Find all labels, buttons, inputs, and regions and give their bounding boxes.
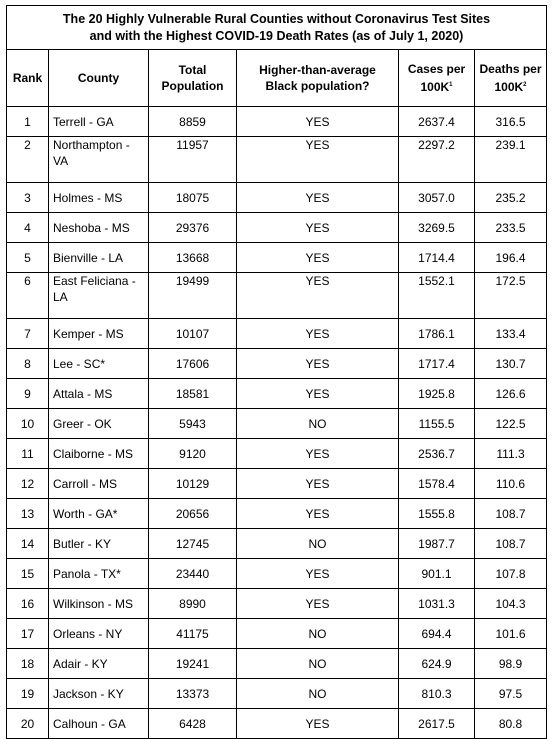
rank-cell: 10	[7, 409, 49, 439]
black-population-cell: YES	[237, 319, 399, 349]
cases-cell: 1714.4	[399, 243, 475, 273]
table-row	[7, 137, 547, 183]
black-population-cell: YES	[237, 439, 399, 469]
table-row	[7, 409, 547, 439]
rank-cell: 5	[7, 243, 49, 273]
deaths-cell: 235.2	[475, 183, 547, 213]
rank-cell: 4	[7, 213, 49, 243]
cases-cell: 1031.3	[399, 589, 475, 619]
deaths-cell: 104.3	[475, 589, 547, 619]
county-cell: Carroll - MS	[49, 469, 149, 499]
table-title	[7, 6, 547, 50]
population-cell: 20656	[149, 499, 237, 529]
population-cell: 18075	[149, 183, 237, 213]
county-cell: Holmes - MS	[49, 183, 149, 213]
county-cell: Northampton - VA	[49, 137, 149, 183]
black-population-cell: NO	[237, 529, 399, 559]
table-row	[7, 319, 547, 349]
header-black-population: Higher-than-average Black population?	[237, 50, 399, 107]
population-cell: 13668	[149, 243, 237, 273]
table-row	[7, 183, 547, 213]
black-population-cell: YES	[237, 469, 399, 499]
rank-cell: 7	[7, 319, 49, 349]
cases-cell: 2637.4	[399, 107, 475, 137]
black-population-cell: YES	[237, 137, 399, 183]
header-rank: Rank	[7, 50, 49, 107]
black-population-cell: YES	[237, 559, 399, 589]
rank-cell: 20	[7, 709, 49, 739]
rank-cell: 8	[7, 349, 49, 379]
cases-cell: 3057.0	[399, 183, 475, 213]
cases-cell: 3269.5	[399, 213, 475, 243]
table-row	[7, 529, 547, 559]
black-population-cell: NO	[237, 649, 399, 679]
deaths-cell: 80.8	[475, 709, 547, 739]
title-line-1: The 20 Highly Vulnerable Rural Counties without Coronavirus Test Sites	[62, 11, 491, 26]
table-row	[7, 469, 547, 499]
table-row	[7, 619, 547, 649]
cases-cell: 1987.7	[399, 529, 475, 559]
deaths-cell: 97.5	[475, 679, 547, 709]
deaths-cell: 108.7	[475, 529, 547, 559]
black-population-cell: YES	[237, 213, 399, 243]
cases-cell: 694.4	[399, 619, 475, 649]
rank-cell: 9	[7, 379, 49, 409]
population-cell: 8859	[149, 107, 237, 137]
black-population-cell: YES	[237, 273, 399, 319]
cases-cell: 2297.2	[399, 137, 475, 183]
cases-cell: 1155.5	[399, 409, 475, 439]
black-population-cell: YES	[237, 107, 399, 137]
cases-cell: 624.9	[399, 649, 475, 679]
deaths-cell: 98.9	[475, 649, 547, 679]
population-cell: 13373	[149, 679, 237, 709]
rank-cell: 15	[7, 559, 49, 589]
table-row	[7, 439, 547, 469]
deaths-cell: 126.6	[475, 379, 547, 409]
county-cell: Lee - SC*	[49, 349, 149, 379]
cases-cell: 1786.1	[399, 319, 475, 349]
population-cell: 6428	[149, 709, 237, 739]
table-row	[7, 499, 547, 529]
black-population-cell: YES	[237, 243, 399, 273]
population-cell: 10107	[149, 319, 237, 349]
county-cell: East Feliciana - LA	[49, 273, 149, 319]
population-cell: 19499	[149, 273, 237, 319]
county-cell: Jackson - KY	[49, 679, 149, 709]
county-cell: Attala - MS	[49, 379, 149, 409]
deaths-cell: 172.5	[475, 273, 547, 319]
rank-cell: 1	[7, 107, 49, 137]
black-population-cell: YES	[237, 709, 399, 739]
deaths-cell: 108.7	[475, 499, 547, 529]
deaths-cell: 107.8	[475, 559, 547, 589]
black-population-cell: NO	[237, 409, 399, 439]
cases-cell: 1578.4	[399, 469, 475, 499]
population-cell: 18581	[149, 379, 237, 409]
counties-table	[6, 5, 547, 739]
title-line-2: and with the Highest COVID-19 Death Rates (as of July 1, 2020)	[89, 28, 464, 43]
population-cell: 17606	[149, 349, 237, 379]
population-cell: 11957	[149, 137, 237, 183]
black-population-cell: YES	[237, 349, 399, 379]
table-row	[7, 379, 547, 409]
population-cell: 19241	[149, 649, 237, 679]
black-population-cell: YES	[237, 183, 399, 213]
county-cell: Neshoba - MS	[49, 213, 149, 243]
rank-cell: 16	[7, 589, 49, 619]
black-population-cell: NO	[237, 619, 399, 649]
county-cell: Kemper - MS	[49, 319, 149, 349]
population-cell: 9120	[149, 439, 237, 469]
cases-cell: 901.1	[399, 559, 475, 589]
county-cell: Orleans - NY	[49, 619, 149, 649]
rank-cell: 6	[7, 273, 49, 319]
header-population: Total Population	[149, 50, 237, 107]
deaths-cell: 133.4	[475, 319, 547, 349]
header-deaths: Deaths per $100K^2$	[475, 50, 547, 107]
county-cell: Adair - KY	[49, 649, 149, 679]
rank-cell: 3	[7, 183, 49, 213]
county-cell: Panola - TX*	[49, 559, 149, 589]
deaths-cell: 233.5	[475, 213, 547, 243]
table-row	[7, 649, 547, 679]
deaths-cell: 316.5	[475, 107, 547, 137]
population-cell: 41175	[149, 619, 237, 649]
county-cell: Greer - OK	[49, 409, 149, 439]
county-cell: Wilkinson - MS	[49, 589, 149, 619]
black-population-cell: YES	[237, 499, 399, 529]
county-cell: Terrell - GA	[49, 107, 149, 137]
rank-cell: 18	[7, 649, 49, 679]
rank-cell: 13	[7, 499, 49, 529]
deaths-cell: 101.6	[475, 619, 547, 649]
table-row	[7, 559, 547, 589]
black-population-cell: YES	[237, 379, 399, 409]
cases-cell: 1717.4	[399, 349, 475, 379]
deaths-cell: 196.4	[475, 243, 547, 273]
cases-cell: 810.3	[399, 679, 475, 709]
table-row	[7, 107, 547, 137]
population-cell: 10129	[149, 469, 237, 499]
county-cell: Butler - KY	[49, 529, 149, 559]
rank-cell: 14	[7, 529, 49, 559]
rank-cell: 17	[7, 619, 49, 649]
population-cell: 12745	[149, 529, 237, 559]
county-cell: Bienville - LA	[49, 243, 149, 273]
cases-cell: 2617.5	[399, 709, 475, 739]
population-cell: 8990	[149, 589, 237, 619]
cases-cell: 1555.8	[399, 499, 475, 529]
rank-cell: 12	[7, 469, 49, 499]
population-cell: 5943	[149, 409, 237, 439]
table-row	[7, 679, 547, 709]
rank-cell: 19	[7, 679, 49, 709]
rank-cell: 2	[7, 137, 49, 183]
cases-cell: 1925.8	[399, 379, 475, 409]
table-row	[7, 349, 547, 379]
deaths-cell: 130.7	[475, 349, 547, 379]
county-cell: Calhoun - GA	[49, 709, 149, 739]
header-row	[7, 50, 547, 107]
deaths-cell: 122.5	[475, 409, 547, 439]
table-row	[7, 243, 547, 273]
county-cell: Worth - GA*	[49, 499, 149, 529]
deaths-cell: 111.3	[475, 439, 547, 469]
cases-cell: 2536.7	[399, 439, 475, 469]
deaths-cell: 239.1	[475, 137, 547, 183]
table-row	[7, 709, 547, 739]
rank-cell: 11	[7, 439, 49, 469]
header-county: County	[49, 50, 149, 107]
table-row	[7, 273, 547, 319]
table-row	[7, 589, 547, 619]
table-row	[7, 213, 547, 243]
cases-cell: 1552.1	[399, 273, 475, 319]
county-cell: Claiborne - MS	[49, 439, 149, 469]
population-cell: 23440	[149, 559, 237, 589]
population-cell: 29376	[149, 213, 237, 243]
header-cases: Cases per $100K^1$	[399, 50, 475, 107]
deaths-cell: 110.6	[475, 469, 547, 499]
black-population-cell: YES	[237, 589, 399, 619]
black-population-cell: NO	[237, 679, 399, 709]
